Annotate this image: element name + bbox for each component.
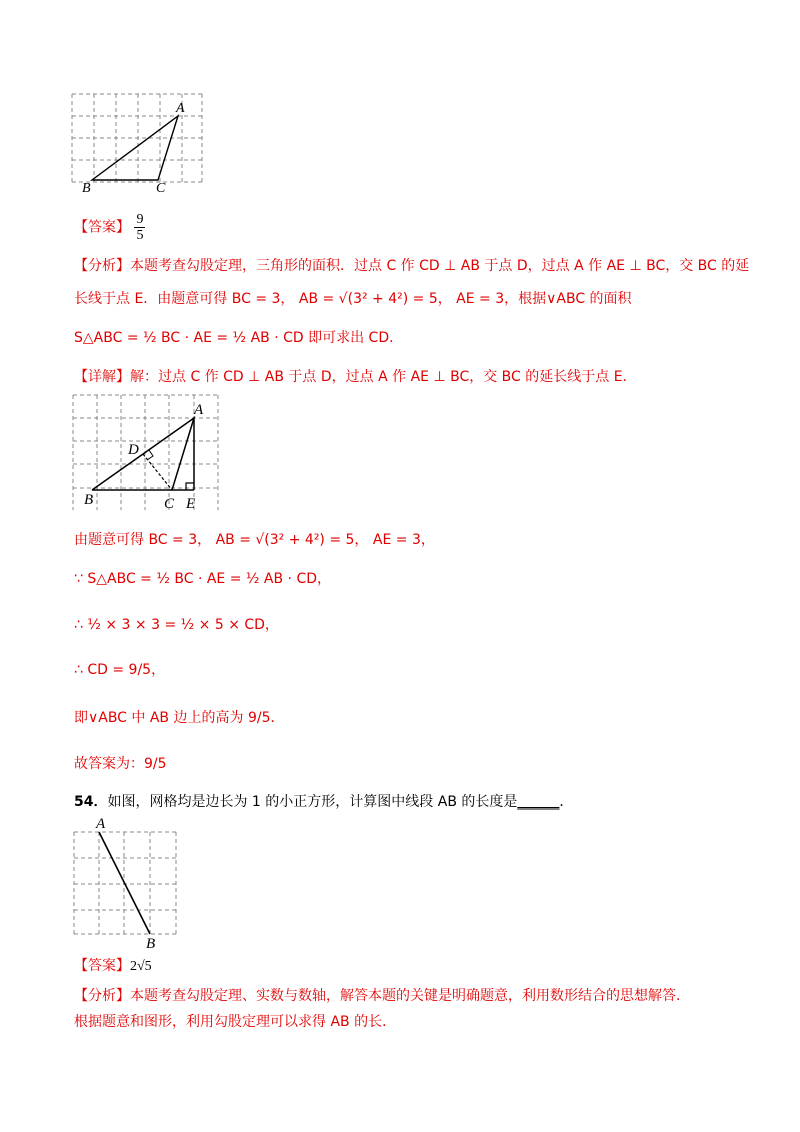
answer-1 [74, 212, 145, 243]
label-a: A [96, 816, 106, 832]
analysis-2-line-1: 【分析】本题考查勾股定理、实数与数轴，解答本题的关键是明确题意，利用数形结合的思想解答． [74, 988, 690, 1004]
figure-triangle-abc [70, 92, 206, 200]
analysis-1-line-1: 【分析】本题考查勾股定理，三角形的面积．过点 C 作 CD ⊥ AB 于点 D，过点 A 作 AE ⊥ BC，交 BC 的延 [74, 258, 750, 274]
analysis-1-line-2: 长线于点 E．由题意可得 BC = 3， AB = √(3² + 4²) = 5， AE = 3，根据∨ABC 的面积 [74, 291, 632, 307]
label-c: C [164, 496, 175, 512]
step-1: 由题意可得 BC = 3， AB = √(3² + 4²) = 5， AE = 3， [74, 532, 435, 548]
label-b: B [84, 492, 94, 508]
analysis-2-line-2: 根据题意和图形，利用勾股定理可以求得 AB 的长． [74, 1014, 397, 1030]
analysis-tag: 【分析】 [74, 988, 130, 1004]
detail-tag: 【详解】 [74, 369, 130, 385]
analysis-1-line-3: S△ABC = ½ BC · AE = ½ AB · CD 即可求出 CD． [74, 330, 404, 346]
label-d: D [128, 442, 139, 458]
figure-triangle-with-heights [70, 392, 222, 516]
label-a: A [176, 101, 185, 116]
label-c: C [156, 181, 166, 196]
label-b: B [146, 936, 156, 952]
step-6: 故答案为：9/5 [74, 756, 167, 772]
label-a: A [194, 402, 204, 418]
answer-fraction: $\frac{9}{5}$ [136, 212, 144, 243]
answer-tag: 【答案】 [74, 219, 130, 236]
step-3: ∴ ½ × 3 × 3 = ½ × 5 × CD， [74, 617, 279, 633]
question-number: 54． [74, 794, 108, 810]
label-e: E [186, 496, 196, 512]
label-b: B [82, 181, 91, 196]
step-5: 即∨ABC 中 AB 边上的高为 9/5． [74, 710, 285, 726]
step-4: ∴ CD = 9/5， [74, 662, 166, 678]
answer-tag: 【答案】 [74, 958, 130, 974]
step-2: ∵ S△ABC = ½ BC · AE = ½ AB · CD， [74, 571, 332, 587]
answer-blank: ______ [517, 794, 560, 810]
detail-line-1: 【详解】解：过点 C 作 CD ⊥ AB 于点 D，过点 A 作 AE ⊥ BC，交 BC 的延长线于点 E． [74, 369, 637, 385]
answer-2 [74, 956, 152, 977]
question-text: 如图，网格均是边长为 1 的小正方形，计算图中线段 AB 的长度是 [107, 794, 518, 810]
figure-segment-ab [70, 814, 182, 952]
answer-value: 2√5 [130, 959, 152, 974]
analysis-tag: 【分析】 [74, 258, 130, 274]
question-54: 54．如图，网格均是边长为 1 的小正方形，计算图中线段 AB 的长度是______． [74, 794, 574, 810]
